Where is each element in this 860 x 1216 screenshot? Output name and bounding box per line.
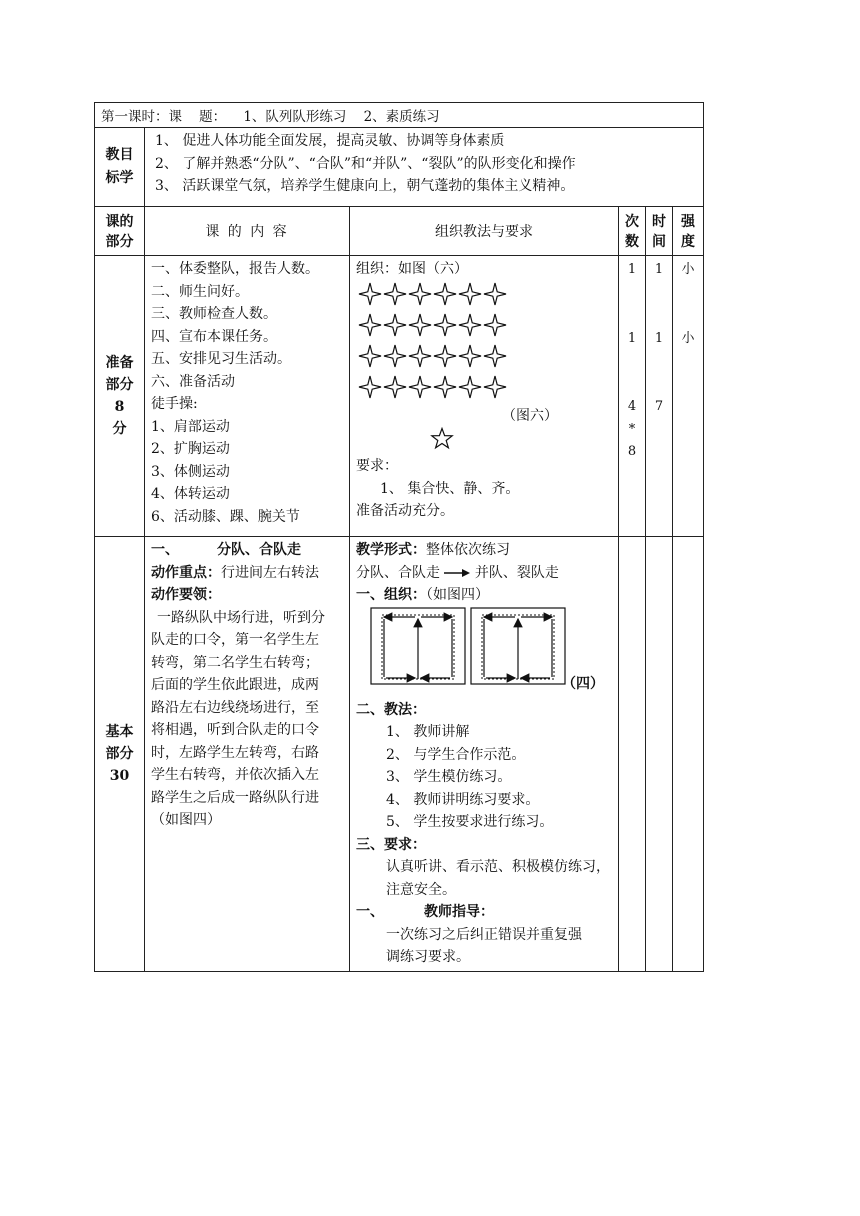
prep-item: 四、宣布本课任务。 xyxy=(151,328,277,345)
prep-req-item: 1、 集合快、静、齐。 xyxy=(380,480,520,497)
prep-item: 6、活动膝、踝、腕关节 xyxy=(151,508,300,525)
prep-req-note: 准备活动充分。 xyxy=(356,503,454,519)
prep-section-label: 准备 部分 8 分 xyxy=(95,256,145,537)
basic-essentials-text: 一路纵队中场行进，听到分 队走的口令，第一名学生左 转弯，第二名学生右转弯； 后面的学生依此跟进，成两 路沿左右边线绕场进行，至 将相遇，听到合队走的口令 时，左路学生左转弯，右路 学生右转弯，并依次插入左 路学生之后成一路纵队行进 （如图四） xyxy=(151,609,325,828)
basic-req-line: 认真听讲、看示范、积极模仿练习， xyxy=(386,859,610,875)
figure-six-caption: （图六） xyxy=(502,407,558,424)
student-star-icon xyxy=(384,376,406,398)
formation-flow: 分队、合队走 并队、裂队走 xyxy=(356,564,559,581)
prep-org-text: 组织：如图（六） xyxy=(356,261,468,277)
student-star-icon xyxy=(359,314,381,336)
lesson-title: 第一课时：课 题： 1、队列队形练习 2、素质练习 xyxy=(95,103,704,128)
lesson-plan-table xyxy=(94,102,704,972)
student-star-icon xyxy=(359,345,381,367)
prep-item: 徒手操: xyxy=(151,396,198,412)
prep-req-label: 要求： xyxy=(356,458,398,474)
objectives-label: 教目 标学 xyxy=(95,128,145,207)
col-header-times: 次 数 xyxy=(619,207,646,256)
prep-item: 五、安排见习生活动。 xyxy=(151,351,291,367)
col-header-method: 组织教法与要求 xyxy=(350,207,619,256)
student-star-icon xyxy=(409,283,431,305)
basic-method-label: 二、教法： xyxy=(356,701,426,718)
prep-item: 3、体侧运动 xyxy=(151,463,230,480)
basic-title: 一、 分队、合队走 xyxy=(151,542,301,558)
objective-item: 1、 促进人体功能全面发展，提高灵敏、协调等身体素质 xyxy=(155,133,505,149)
teacher-guide-label: 一、 教师指导： xyxy=(356,904,494,920)
prep-content xyxy=(145,256,350,537)
col-header-intensity: 强 度 xyxy=(673,207,704,256)
prep-item: 1、肩部运动 xyxy=(151,418,230,435)
student-star-icon xyxy=(459,345,481,367)
prep-item: 一、体委整队，报告人数。 xyxy=(151,261,319,277)
student-star-icon xyxy=(384,283,406,305)
basic-req-label: 三、要求： xyxy=(356,836,426,853)
teacher-guide-line: 调练习要求。 xyxy=(386,949,470,965)
student-star-icon xyxy=(484,314,506,336)
prep-intensity: 小 小 xyxy=(673,256,704,537)
objective-item: 3、 活跃课堂气氛，培养学生健康向上，朝气蓬勃的集体主义精神。 xyxy=(155,178,575,194)
prep-item: 二、师生问好。 xyxy=(151,283,249,300)
basic-content xyxy=(145,537,350,972)
student-star-icon xyxy=(384,314,406,336)
figure-four-caption: （四） xyxy=(562,675,604,692)
method-item: 5、 学生按要求进行练习。 xyxy=(386,814,554,830)
basic-req-line: 注意安全。 xyxy=(386,881,456,898)
basic-section-label: 基本 部分 30 xyxy=(95,537,145,972)
student-star-icon xyxy=(484,283,506,305)
student-formation-diagram xyxy=(358,281,528,405)
method-item: 3、 学生模仿练习。 xyxy=(386,769,512,785)
student-star-icon xyxy=(459,283,481,305)
prep-item: 三、教师检查人数。 xyxy=(151,306,277,322)
col-header-time: 时 间 xyxy=(646,207,673,256)
student-star-icon xyxy=(434,314,456,336)
arrow-right-icon xyxy=(444,568,470,578)
teacher-star-icon-svg xyxy=(430,427,454,451)
method-item: 4、 教师讲明练习要求。 xyxy=(386,791,540,808)
student-star-icon xyxy=(359,283,381,305)
teaching-form: 教学形式：整体依次练习 xyxy=(356,542,510,558)
method-item: 2、 与学生合作示范。 xyxy=(386,746,526,763)
prep-method xyxy=(350,256,619,537)
student-star-icon xyxy=(459,376,481,398)
col-header-part: 课的 部分 xyxy=(95,207,145,256)
basic-org: 一、组织：（如图四） xyxy=(356,587,489,603)
student-star-icon xyxy=(434,345,456,367)
split-merge-march-diagram xyxy=(368,607,568,691)
student-star-icon xyxy=(484,345,506,367)
basic-intensity xyxy=(673,537,704,972)
basic-times xyxy=(619,537,646,972)
prep-item: 六、准备活动 xyxy=(151,373,235,390)
basic-time xyxy=(646,537,673,972)
student-star-icon xyxy=(409,376,431,398)
objective-item: 2、 了解并熟悉“分队”、“合队”和“并队”、“裂队”的队形变化和操作 xyxy=(155,155,576,172)
student-star-icon xyxy=(409,345,431,367)
student-star-icon xyxy=(409,314,431,336)
student-star-icon xyxy=(384,345,406,367)
basic-method xyxy=(350,537,619,972)
basic-key-point: 动作重点：行进间左右转法 xyxy=(151,564,319,581)
prep-item: 4、体转运动 xyxy=(151,486,230,502)
col-header-content: 课 的 内 容 xyxy=(145,207,350,256)
basic-essentials-label: 动作要领： xyxy=(151,587,221,603)
method-item: 1、 教师讲解 xyxy=(386,724,470,740)
prep-time: 1 1 7 xyxy=(646,256,673,537)
teacher-guide-line: 一次练习之后纠正错误并重复强 xyxy=(386,926,582,943)
prep-item: 2、扩胸运动 xyxy=(151,441,230,457)
student-star-icon xyxy=(359,376,381,398)
student-star-icon xyxy=(434,376,456,398)
teacher-star-icon xyxy=(356,427,612,455)
prep-times: 1 1 4 * 8 xyxy=(619,256,646,537)
student-star-icon xyxy=(484,376,506,398)
student-star-icon xyxy=(434,283,456,305)
student-star-icon xyxy=(459,314,481,336)
formation-star-grid xyxy=(358,281,612,405)
figure-four xyxy=(356,607,612,699)
objectives-list xyxy=(145,128,704,207)
